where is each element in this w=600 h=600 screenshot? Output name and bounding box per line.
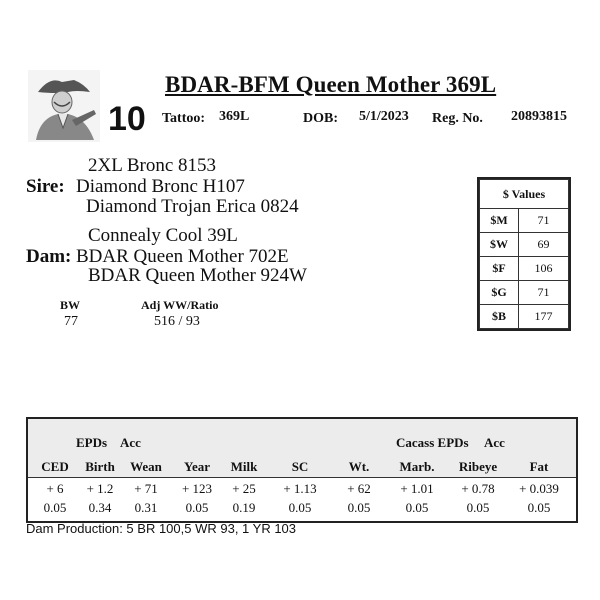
epd-column-header: Ribeye [458,459,498,474]
epds-acc-label: Acc [120,435,141,450]
bw-label: BW [60,298,81,312]
epd-column-header: Wt. [348,459,370,474]
lot-number: 10 [108,100,146,138]
epd-accuracy: 0.05 [185,500,209,515]
dam-dam: BDAR Queen Mother 924W [88,265,307,286]
epd-value: + 71 [134,481,158,496]
value-label: $G [480,281,519,305]
epd-column-header: SC [291,459,309,474]
epd-value: + 25 [232,481,256,496]
epd-column-header: CED [41,459,69,474]
epd-value: + 0.78 [461,481,495,496]
epd-column-header: Birth [85,459,115,474]
sire-name: Diamond Bronc H107 [76,176,245,197]
carcass-acc-label: Acc [484,435,505,450]
ww-value: 516 / 93 [154,314,200,329]
dollar-values-title: $ Values [480,180,569,209]
sire-sire: 2XL Bronc 8153 [88,155,217,176]
epd-column-header: Milk [230,459,258,474]
sire-dam: Diamond Trojan Erica 0824 [86,196,299,217]
reg-value: 20893815 [511,109,567,124]
value-number: 177 [519,305,569,329]
epd-accuracy: 0.05 [43,500,67,515]
epd-value: + 0.039 [519,481,559,496]
epd-column-header: Fat [529,459,549,474]
epds-group-label: EPDs [76,435,108,450]
epd-column-header: Marb. [399,459,435,474]
dollar-values-box [477,177,571,331]
epd-accuracy: 0.05 [288,500,312,515]
epd-accuracy: 0.19 [232,500,256,515]
value-label: $W [480,233,519,257]
epd-accuracy: 0.05 [347,500,371,515]
epd-value: + 1.13 [283,481,317,496]
epd-accuracy: 0.31 [134,500,158,515]
dam-label: Dam: [26,246,72,267]
value-label: $B [480,305,519,329]
epd-value: + 1.01 [400,481,434,496]
dam-name: BDAR Queen Mother 702E [76,246,289,267]
tattoo-label: Tattoo: [162,111,206,126]
value-label: $F [480,257,519,281]
epd-column-header: Wean [130,459,162,474]
ww-label: Adj WW/Ratio [141,298,219,312]
value-label: $M [480,209,519,233]
bw-value: 77 [64,314,78,329]
epd-value: + 62 [347,481,371,496]
epd-table [26,417,578,523]
value-number: 106 [519,257,569,281]
epd-value: + 6 [46,481,64,496]
epd-value: + 123 [181,481,213,496]
epd-accuracy: 0.05 [466,500,490,515]
dam-sire: Connealy Cool 39L [88,225,238,246]
epd-accuracy: 0.34 [88,500,112,515]
header-divider [28,477,576,478]
dob-value: 5/1/2023 [359,109,409,124]
cowboy-logo [28,70,100,142]
epd-value: + 1.2 [86,481,114,496]
epd-accuracy: 0.05 [527,500,551,515]
dob-label: DOB: [303,111,338,126]
carcass-epds-label: Cacass EPDs [396,435,469,450]
tattoo-value: 369L [219,109,250,124]
value-number: 69 [519,233,569,257]
epd-accuracy: 0.05 [405,500,429,515]
reg-label: Reg. No. [432,111,483,126]
dam-production: Dam Production: 5 BR 100,5 WR 93, 1 YR 103 [26,521,297,536]
value-number: 71 [519,209,569,233]
value-number: 71 [519,281,569,305]
animal-name: BDAR-BFM Queen Mother 369L [165,72,497,97]
sire-label: Sire: [26,176,65,197]
epd-column-header: Year [184,459,210,474]
